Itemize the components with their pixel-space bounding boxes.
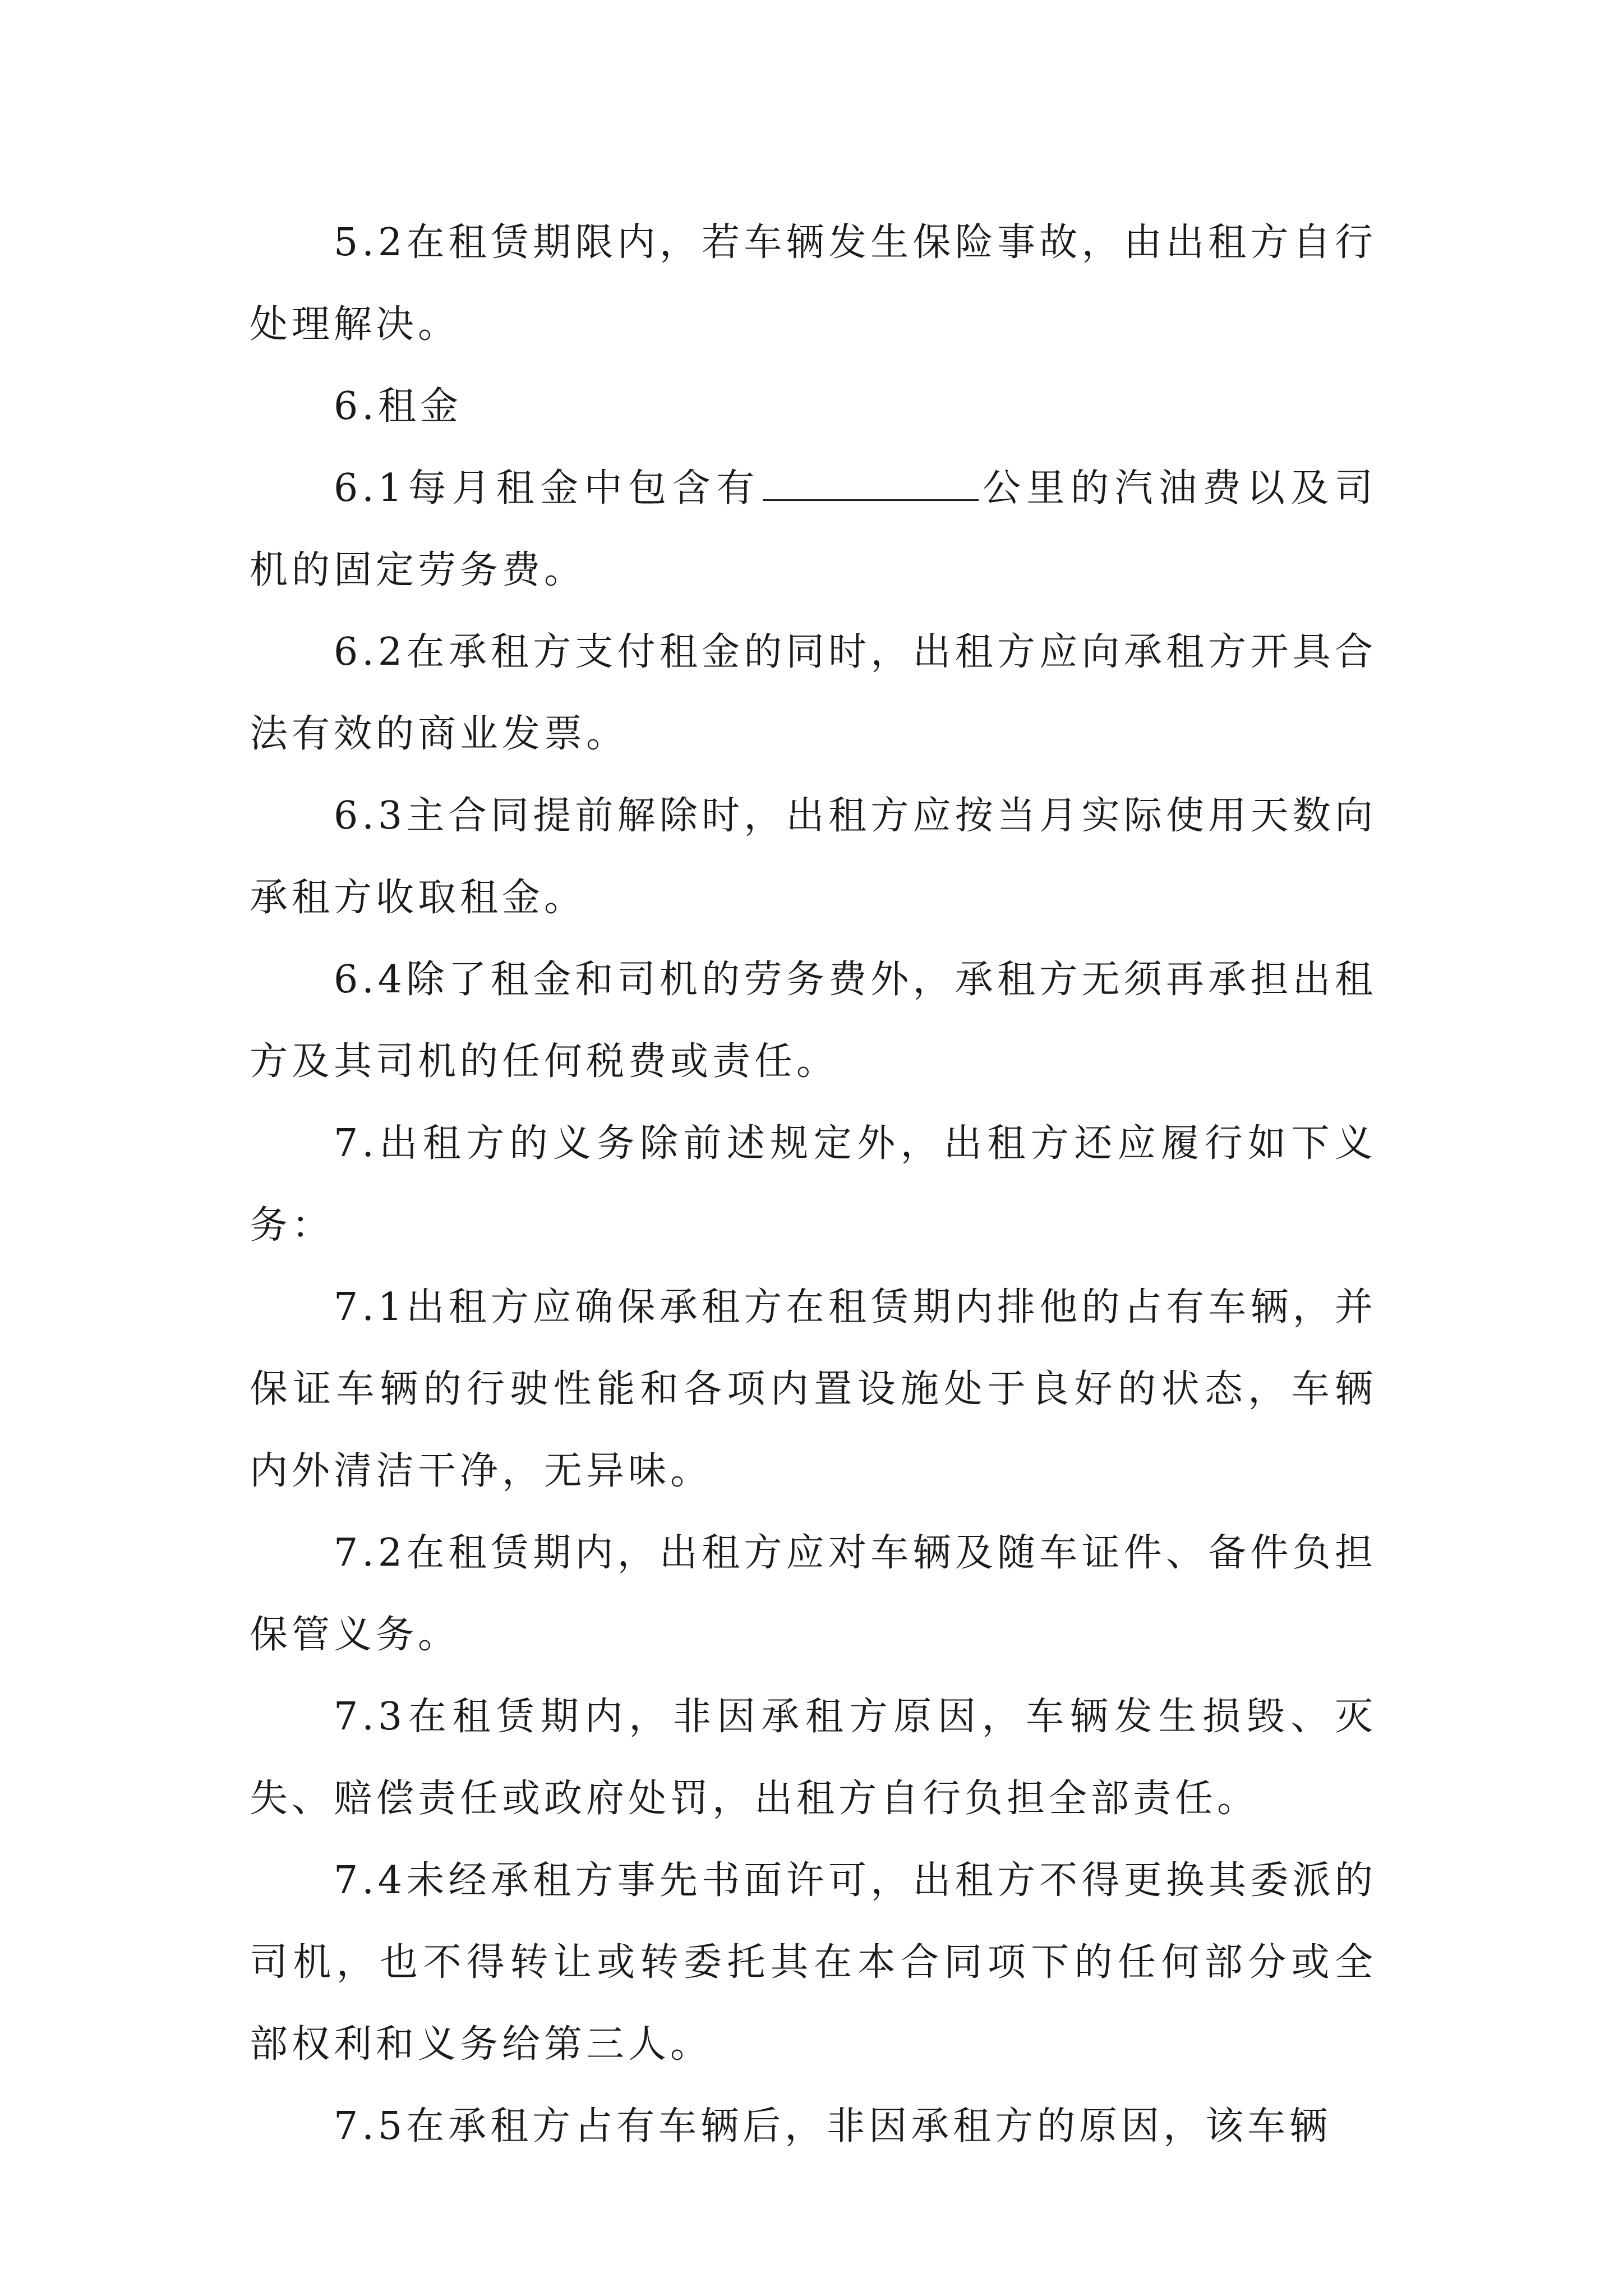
clause-6-4: 6.4除了租金和司机的劳务费外，承租方无须再承担出租方及其司机的任何税费或责任。 — [250, 958, 1377, 1084]
section-6-heading: 6.租金 — [334, 384, 462, 429]
clause-6-1 — [250, 448, 1377, 611]
clause-7-1: 7.1出租方应确保承租方在租赁期内排他的占有车辆，并保证车辆的行驶性能和各项内置设施处于良好的状态，车辆内外清洁干净，无异味。 — [250, 1285, 1377, 1493]
clause-5-2: 5.2在租赁期限内，若车辆发生保险事故，由出租方自行处理解决。 — [250, 220, 1377, 347]
section-7-heading: 7.出租方的义务除前述规定外，出租方还应履行如下义务： — [250, 1121, 1377, 1248]
fill-in-blank — [763, 464, 979, 501]
clause-7-3: 7.3在租赁期内，非因承租方原因，车辆发生损毁、灭失、赔偿责任或政府处罚，出租方自行负担全部责任。 — [250, 1695, 1377, 1821]
clause-7-5: 7.5在承租方占有车辆后，非因承租方的原因，该车辆 — [334, 2104, 1332, 2148]
document-body — [250, 202, 1377, 2168]
clause-6-2: 6.2在承租方支付租金的同时，出租方应向承租方开具合法有效的商业发票。 — [250, 630, 1377, 756]
clause-6-1-before: 6.1每月租金中包含有 — [334, 466, 760, 510]
clause-7-2: 7.2在租赁期内，出租方应对车辆及随车证件、备件负担保管义务。 — [250, 1531, 1377, 1657]
clause-6-1-after: 公里的汽油费以及司机的固定劳务费。 — [250, 466, 1377, 592]
clause-7-4: 7.4未经承租方事先书面许可，出租方不得更换其委派的司机，也不得转让或转委托其在本合同项下的任何部分或全部权利和义务给第三人。 — [250, 1858, 1377, 2067]
clause-6-3: 6.3主合同提前解除时，出租方应按当月实际使用天数向承租方收取租金。 — [250, 794, 1377, 920]
